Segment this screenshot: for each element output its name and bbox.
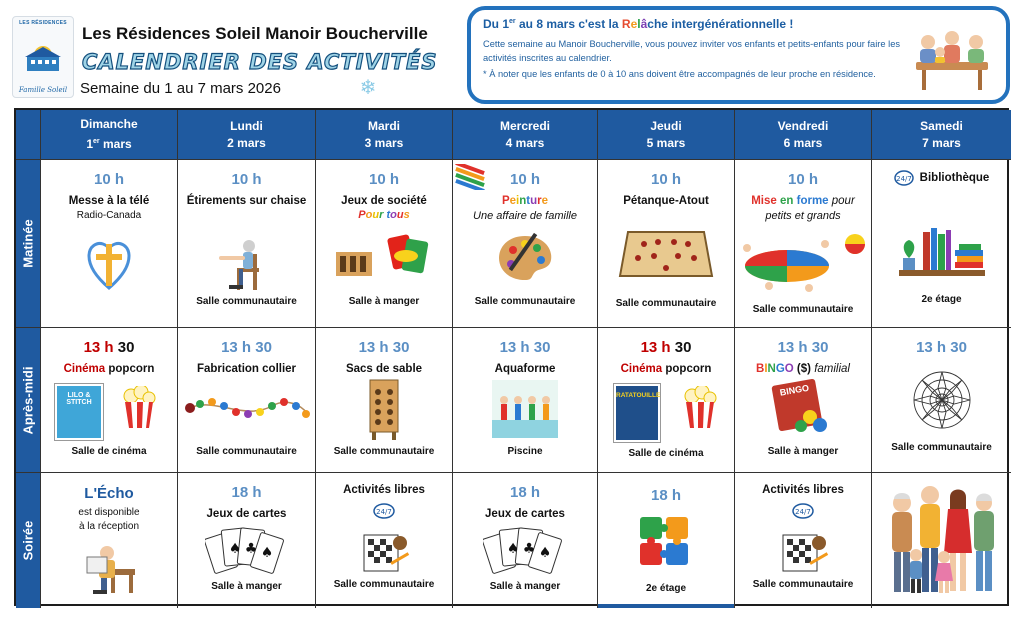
parachute-play-icon <box>739 230 867 294</box>
paint-palette-icon <box>495 230 555 282</box>
evening-monday: 18 h Jeux de cartes ♠ ♣ ♠ Salle à manger <box>178 473 316 608</box>
reading-newspaper-icon <box>73 543 145 595</box>
bookshelf-icon <box>897 222 987 280</box>
playing-cards-icon <box>483 525 567 577</box>
cross-heart-icon <box>85 236 133 292</box>
morning-sunday: 10 h Messe à la télé Radio-Canada <box>41 160 178 328</box>
evening-sunday: L'Écho est disponible à la réception <box>41 473 178 608</box>
bead-necklace-icon <box>182 386 312 426</box>
week-label: Semaine du 1 au 7 mars 2026 <box>80 80 281 97</box>
svg-text:♠: ♠ <box>228 541 241 557</box>
afternoon-saturday: 13 h 30 Salle communautaire <box>872 328 1011 473</box>
afternoon-monday: 13 h 30 Fabrication collier Salle communautaire <box>178 328 316 473</box>
evening-friday: Activités libres 24/7 Salle communautaire <box>735 473 872 608</box>
day-header-tuesday: Mardi 3 mars <box>316 110 453 160</box>
evening-thursday: 18 h 2e étage <box>598 473 735 608</box>
puzzle-pieces-icon <box>636 513 696 573</box>
notice-line-1: Cette semaine au Manoir Boucherville, vous pouvez inviter vos enfants et petits-enfants pour faire les activités inscrites au calendrier. <box>483 39 901 63</box>
svg-text:♣: ♣ <box>522 541 536 557</box>
popcorn-icon <box>682 386 718 430</box>
pencils-icon <box>455 164 489 190</box>
svg-text:24/7: 24/7 <box>376 508 392 516</box>
logo-sun-icon <box>21 39 65 73</box>
cell-bottom-bar <box>598 604 734 608</box>
aquafit-icon <box>492 380 558 438</box>
family-table-icon <box>906 22 998 92</box>
library-badge-icon <box>894 170 914 186</box>
snowflake-icon: ❄ <box>359 77 377 99</box>
mandala-icon <box>912 370 972 430</box>
movie-poster-ratatouille: RATATOUILLE <box>614 384 660 442</box>
afternoon-tuesday: 13 h 30 Sacs de sable Salle communautaire <box>316 328 453 473</box>
evening-tuesday: Activités libres 24/7 Salle communautaire <box>316 473 453 608</box>
period-label-evening: Soirée <box>16 473 41 608</box>
svg-text:24/7: 24/7 <box>895 175 912 183</box>
grid-corner <box>16 110 41 160</box>
residence-logo <box>12 16 74 98</box>
day-header-sunday: Dimanche 1er mars <box>41 110 178 160</box>
afternoon-friday: 13 h 30 BINGO ($) familial BINGO Salle à manger <box>735 328 872 473</box>
morning-tuesday: 10 h Jeux de société Pour tous Salle à manger <box>316 160 453 328</box>
chair-stretch-icon <box>215 232 279 292</box>
morning-saturday: 24/7 Bibliothèque 2e étage <box>872 160 1011 328</box>
day-header-thursday: Jeudi 5 mars <box>598 110 735 160</box>
family-group-icon <box>880 477 1004 601</box>
free-activity-icon <box>354 503 414 577</box>
svg-text:♠: ♠ <box>538 545 552 561</box>
morning-wednesday: 10 h Peinture Une affaire de famille Salle communautaire <box>453 160 598 328</box>
activity-calendar-grid <box>14 108 1009 606</box>
period-label-afternoon: Après-midi <box>16 328 41 473</box>
logo-top-text: LES RÉSIDENCES <box>19 20 67 26</box>
day-header-wednesday: Mercredi 4 mars <box>453 110 598 160</box>
day-header-saturday: Samedi 7 mars <box>872 110 1011 160</box>
morning-monday: 10 h Étirements sur chaise Salle communautaire <box>178 160 316 328</box>
evening-wednesday: 18 h Jeux de cartes ♠ ♣ ♠ Salle à manger <box>453 473 598 608</box>
bean-bag-toss-icon <box>364 378 404 442</box>
evening-saturday <box>872 473 1011 608</box>
calendar-title: CALENDRIER DES ACTIVITÉS <box>82 50 438 74</box>
svg-text:♠: ♠ <box>260 545 273 561</box>
svg-text:♠: ♠ <box>506 541 520 557</box>
logo-script-text: Famille Soleil <box>18 86 68 94</box>
afternoon-thursday: 13 h 30 Cinéma popcorn RATATOUILLE Salle de cinéma <box>598 328 735 473</box>
playing-cards-icon <box>205 525 289 577</box>
day-header-monday: Lundi 2 mars <box>178 110 316 160</box>
free-activity-icon <box>773 503 833 577</box>
residence-title: Les Résidences Soleil Manoir Boucherville <box>82 24 428 43</box>
popcorn-icon <box>121 386 157 430</box>
svg-text:♣: ♣ <box>244 541 257 557</box>
afternoon-wednesday: 13 h 30 Aquaforme Piscine <box>453 328 598 473</box>
board-games-icon <box>334 232 434 280</box>
notice-line-2: * À noter que les enfants de 0 à 10 ans doivent être accompagnés de leur proche en résidence. <box>483 69 876 79</box>
petanque-board-icon <box>618 228 714 280</box>
afternoon-sunday: 13 h 30 Cinéma popcorn LILO & STITCH Salle de cinéma <box>41 328 178 473</box>
period-label-morning: Matinée <box>16 160 41 328</box>
day-header-friday: Vendredi 6 mars <box>735 110 872 160</box>
notice-title: Du 1er au 8 mars c'est la Relâche intergénérationnelle ! <box>483 17 794 31</box>
notice-box <box>467 6 1010 104</box>
morning-thursday: 10 h Pétanque-Atout Salle communautaire <box>598 160 735 328</box>
movie-poster-lilo: LILO & STITCH <box>55 384 103 440</box>
bingo-card-icon: BINGO <box>775 382 829 434</box>
morning-friday: 10 h Mise en forme pour petits et grands Salle communautaire <box>735 160 872 328</box>
svg-text:24/7: 24/7 <box>795 508 811 516</box>
